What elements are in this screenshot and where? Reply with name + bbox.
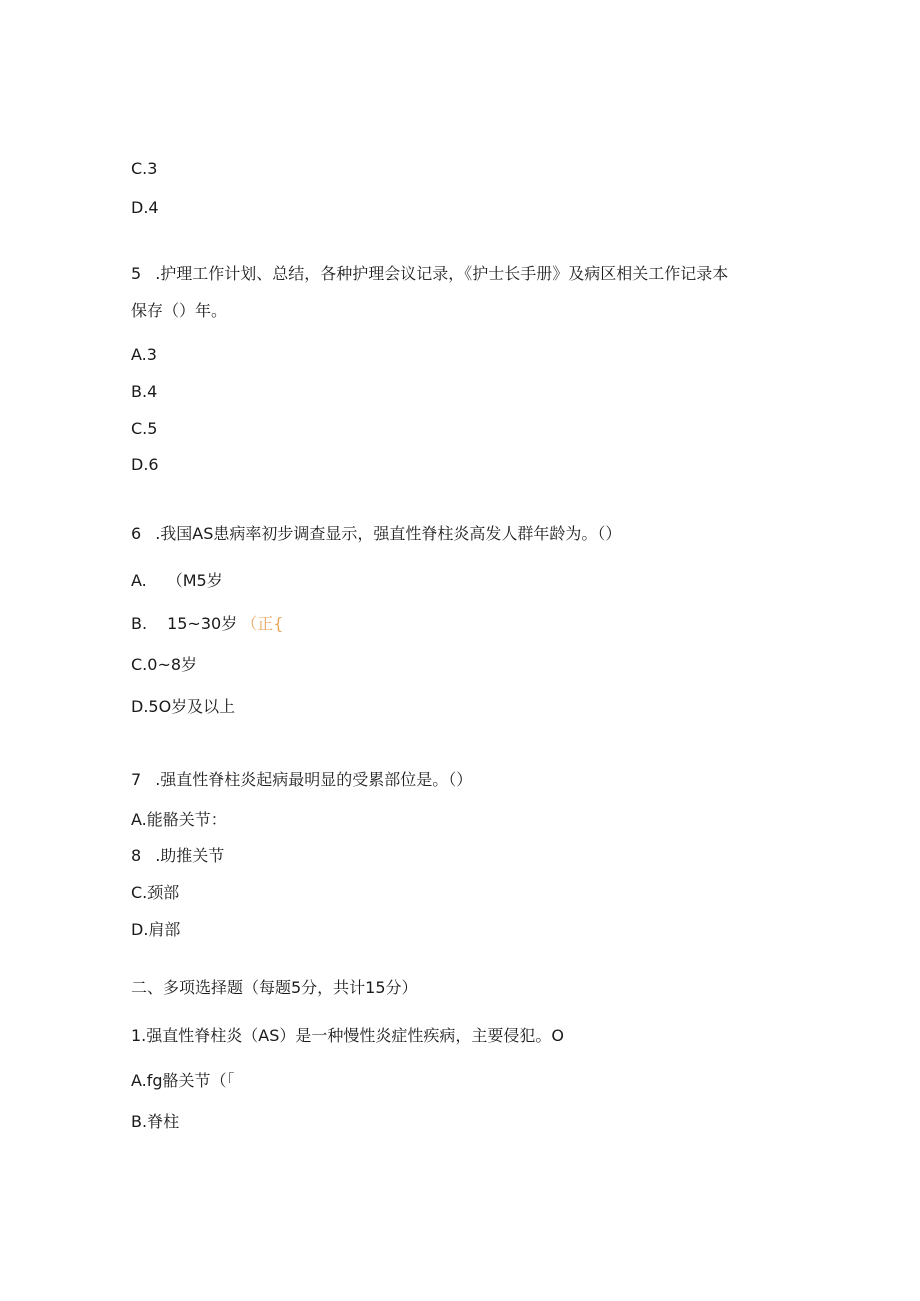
q7-option-c: C.颈部 <box>131 883 180 902</box>
q7-option-a: A.能骼关节： <box>131 810 227 829</box>
q6-option-b-text: 15~30岁 <box>167 614 238 633</box>
q6-option-d: D.5O岁及以上 <box>131 697 236 716</box>
q6-option-a-text: （M5岁 <box>166 571 223 590</box>
q5-option-d: D.6 <box>131 455 159 474</box>
section-heading: 二、多项选择题（每题5分，共计15分） <box>131 978 418 997</box>
q6-option-b <box>131 614 283 634</box>
q6-number: 6 <box>131 524 142 543</box>
q5-option-a: A.3 <box>131 345 157 364</box>
mq1-question: 1.强直性脊柱炎（AS）是一种慢性炎症性疾病，主要侵犯。O <box>131 1026 564 1045</box>
q5-question-line2: 保存（）年。 <box>131 301 228 320</box>
q7-number: 7 <box>131 770 142 789</box>
q7-option-b-number: 8 <box>131 846 142 865</box>
q5-question-text: .护理工作计划、总结，各种护理会议记录，《护士长手册》及病区相关工作记录本 <box>155 264 729 283</box>
q7-question-text: .强直性脊柱炎起病最明显的受累部位是。（） <box>155 770 473 789</box>
q4-option-d: D.4 <box>131 198 159 217</box>
q7-option-d: D.肩部 <box>131 920 181 939</box>
q5-option-c: C.5 <box>131 419 158 438</box>
mq1-option-a: A.fg骼关节（「 <box>131 1071 235 1090</box>
q7-option-b-text: .助推关节 <box>155 846 225 865</box>
q6-option-a-label: A. <box>131 571 147 590</box>
q6-question <box>131 524 621 544</box>
q6-option-b-mark: （正{ <box>241 614 284 633</box>
q4-option-c: C.3 <box>131 159 158 178</box>
q6-option-b-label: B. <box>131 614 148 633</box>
q5-option-b: B.4 <box>131 382 158 401</box>
q7-question <box>131 770 472 790</box>
q7-option-b <box>131 846 224 866</box>
mq1-option-b: B.脊柱 <box>131 1112 180 1131</box>
q5-question-line1 <box>131 264 728 284</box>
q6-option-c: C.0~8岁 <box>131 655 198 674</box>
q6-question-text: .我国AS患病率初步调查显示，强直性脊柱炎高发人群年龄为。（） <box>155 524 622 543</box>
q6-option-a <box>131 571 223 591</box>
q5-number: 5 <box>131 264 142 283</box>
